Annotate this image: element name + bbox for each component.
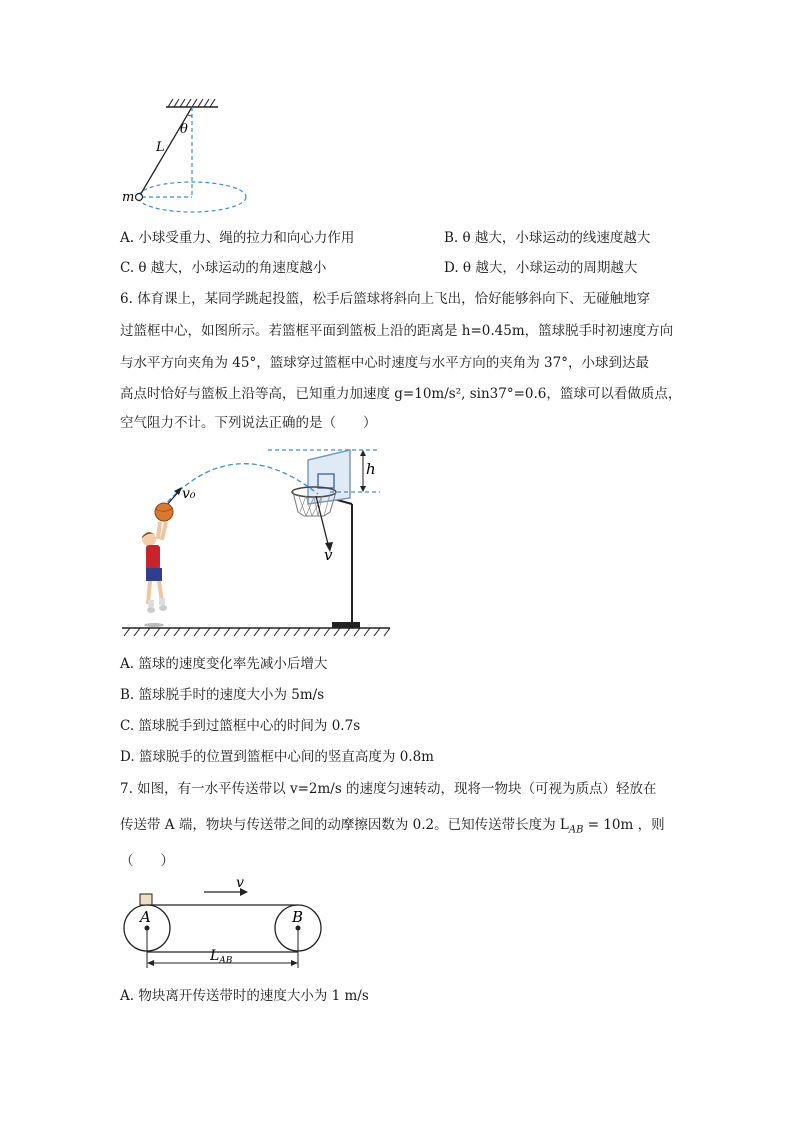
q6-stem-line-4: 高点时恰好与篮板上沿等高，已知重力加速度 g=10m/s², sin37°=0.6，篮球可以看做质点，: [120, 386, 682, 402]
q7-stem-line-2-text: 传送带 A 端，物块与传送带之间的动摩擦因数为 0.2。已知传送带长度为 L: [120, 817, 569, 833]
basketball-figure: [118, 442, 398, 637]
q6-stem-line-2: 过篮框中心，如图所示。若篮框平面到篮板上沿的距离是 h=0.45m，篮球脱手时初速度方向: [120, 323, 674, 339]
pulley-a-label: A: [140, 908, 151, 926]
player-figure: [142, 503, 173, 627]
q7-stem-line-1: 7. 如图，有一水平传送带以 v=2m/s 的速度匀速转动，现将一物块（可视为质点）轻放在: [120, 781, 657, 797]
ground-hatch: [124, 628, 390, 636]
q5-option-d: D. θ 越大，小球运动的周期越大: [444, 260, 638, 276]
q7-length-subscript: AB: [568, 824, 584, 836]
q5-option-a: A. 小球受重力、绳的拉力和向心力作用: [120, 230, 355, 246]
conical-pendulum-figure: [118, 95, 258, 215]
height-label: h: [366, 460, 376, 478]
q6-option-a: A. 篮球的速度变化率先减小后增大: [120, 656, 328, 672]
q7-option-a: A. 物块离开传送带时的速度大小为 1 m/s: [120, 988, 369, 1004]
length-ab-label: [209, 948, 233, 966]
q6-stem-line-5: 空气阻力不计。下列说法正确的是（ ）: [120, 415, 377, 431]
q5-option-c: C. θ 越大，小球运动的角速度越小: [120, 260, 327, 276]
v-label: v: [324, 546, 333, 564]
length-ab-subscript: AB: [219, 956, 233, 966]
pulley-b-label: B: [292, 908, 304, 926]
q6-option-d: D. 篮球脱手的位置到篮框中心间的竖直高度为 0.8m: [120, 749, 434, 765]
q6-option-c: C. 篮球脱手到过篮框中心的时间为 0.7s: [120, 718, 361, 734]
q5-option-b: B. θ 越大，小球运动的线速度越大: [444, 230, 651, 246]
v0-label: v₀: [182, 486, 196, 502]
length-label: L: [156, 140, 165, 155]
q7-stem-line-3: （ ）: [120, 853, 174, 869]
conveyor-belt-figure: [118, 874, 338, 979]
length-ab-L: L: [210, 948, 220, 964]
q7-stem-line-2: [120, 815, 665, 841]
mass-label: m: [122, 190, 135, 205]
theta-label: θ: [180, 122, 188, 137]
q6-stem-line-1: 6. 体育课上，某同学跳起投篮，松手后篮球将斜向上飞出，恰好能够斜向下、无碰触地穿: [120, 291, 651, 307]
belt-v-label: v: [236, 875, 244, 891]
q7-stem-line-2-tail: = 10m ，则: [583, 817, 665, 833]
q6-stem-line-3: 与水平方向夹角为 45°，篮球穿过篮框中心时速度与水平方向的夹角为 37°，小球到达最: [120, 355, 649, 371]
q6-option-b: B. 篮球脱手时的速度大小为 5m/s: [120, 687, 325, 703]
